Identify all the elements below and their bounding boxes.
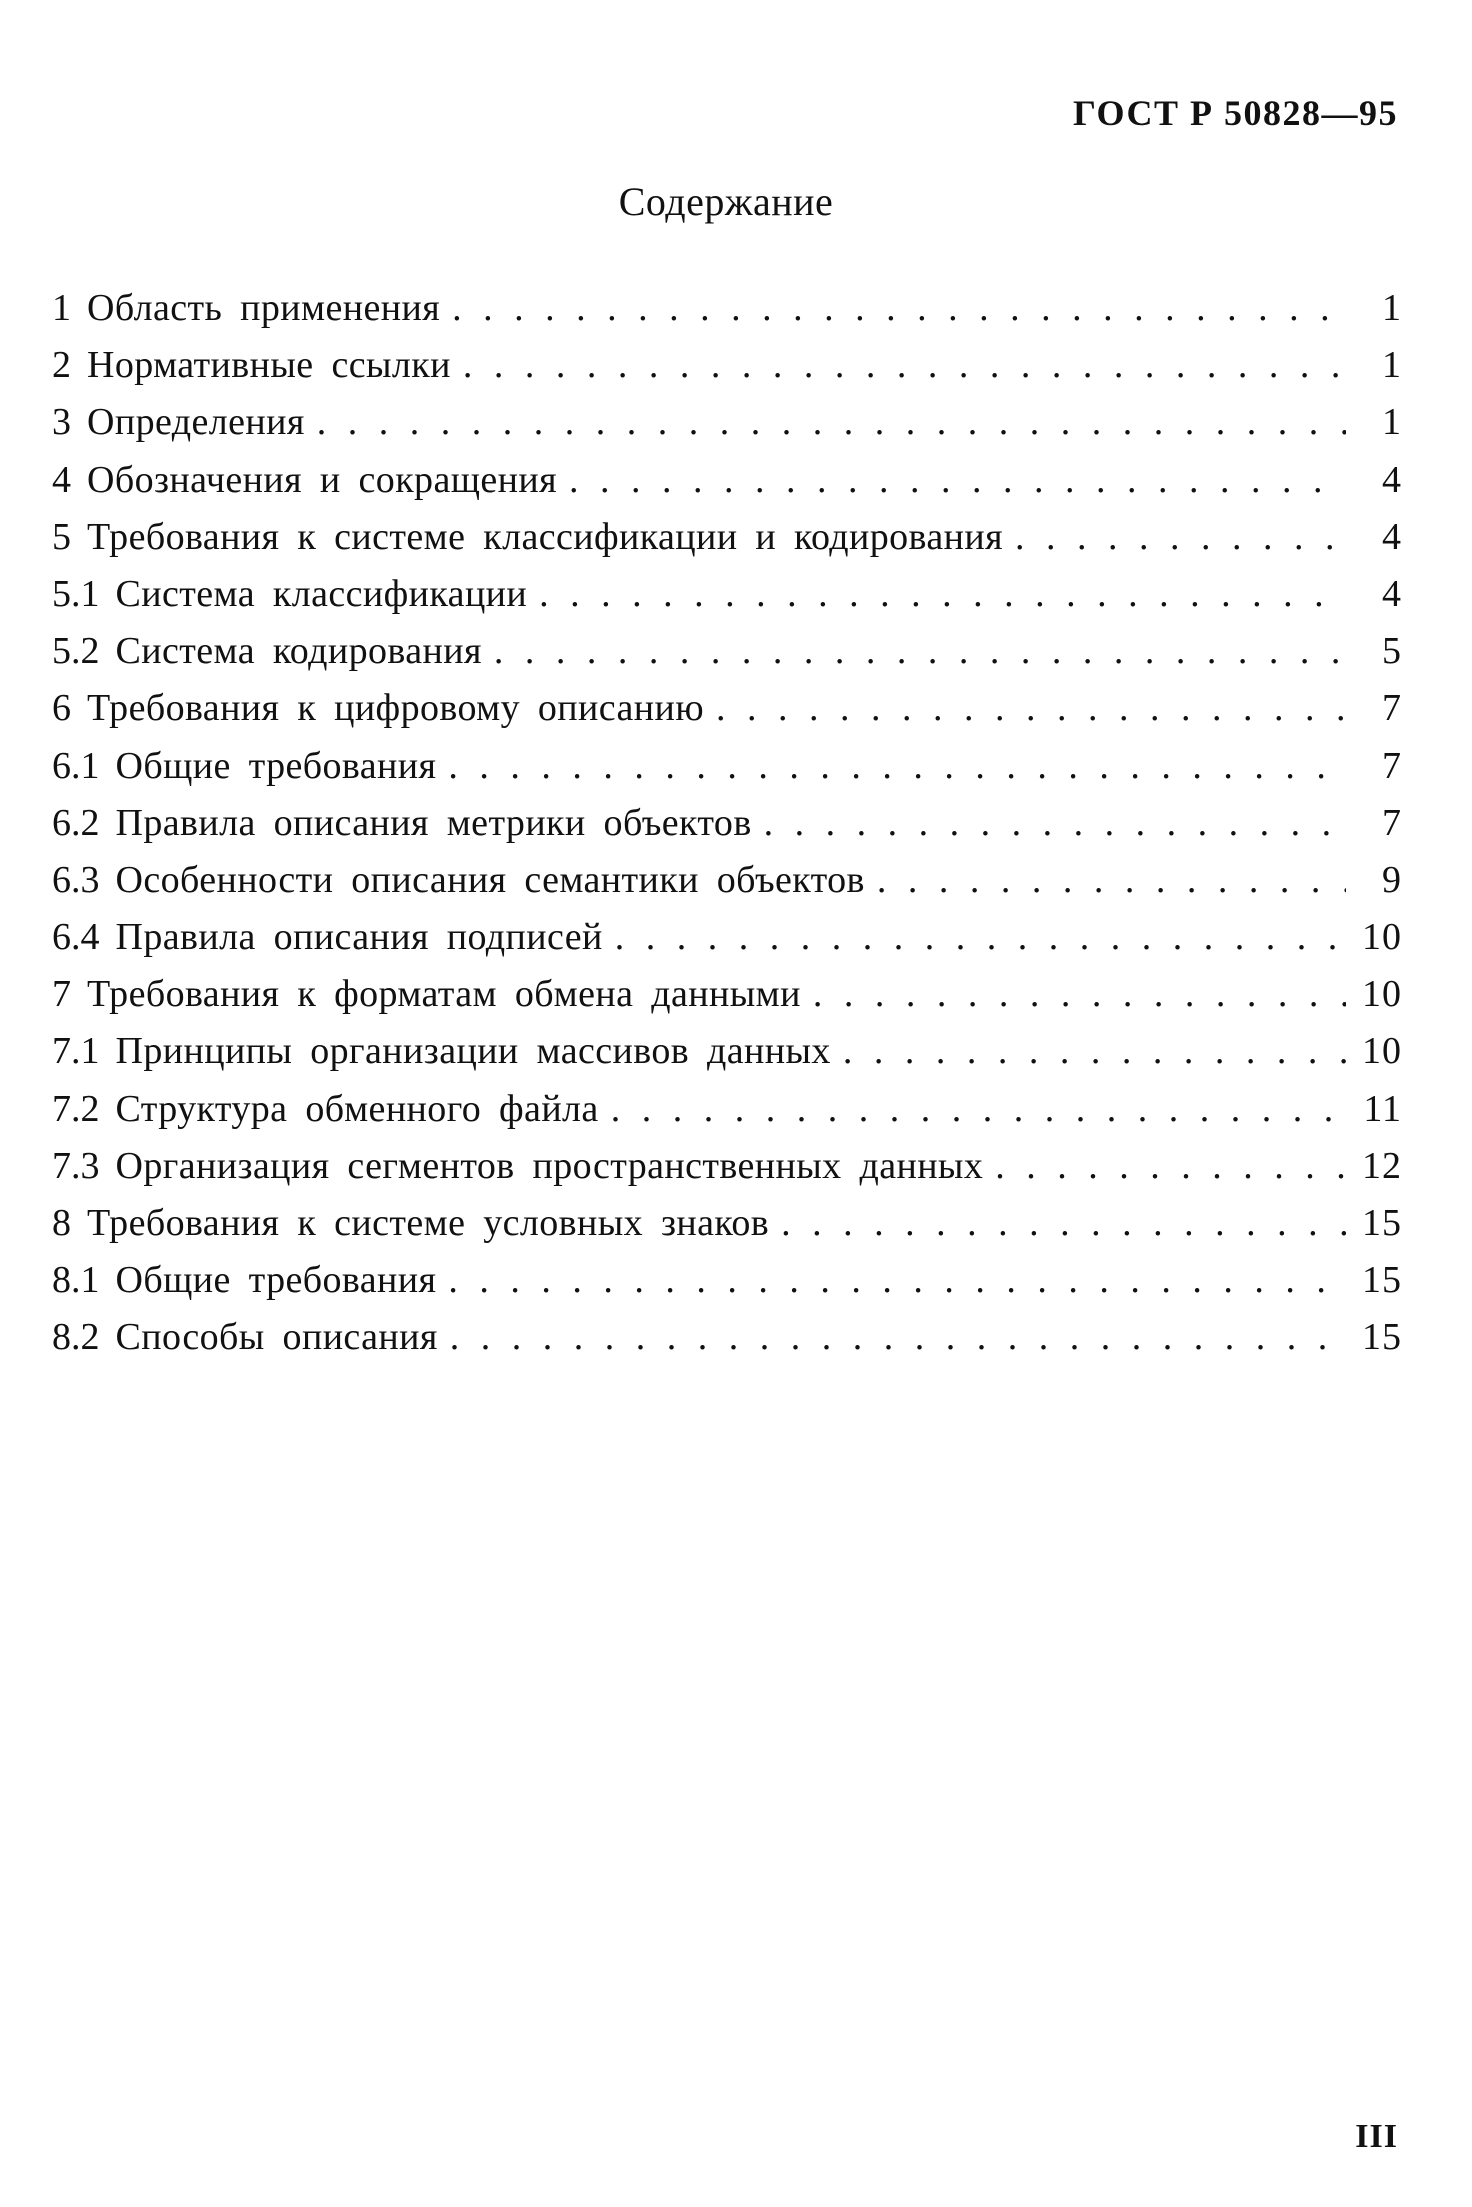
- toc-entry-page: 11: [1363, 1087, 1402, 1130]
- toc-entry: [52, 452, 1402, 509]
- toc-entry-number: 8: [52, 1202, 71, 1244]
- toc-entry-number: 6: [52, 687, 71, 730]
- page-number: III: [1355, 2118, 1398, 2155]
- toc-entry-title: Требования к форматам обмена данными: [87, 973, 801, 1016]
- toc-entry-title: Система кодирования: [115, 630, 482, 673]
- dot-leader: [1015, 509, 1346, 566]
- toc-entry-page: 4: [1382, 515, 1402, 558]
- dot-leader: [450, 1309, 1346, 1366]
- toc-entry: [52, 680, 1402, 737]
- dot-leader: [569, 452, 1346, 509]
- toc-entry: [52, 623, 1402, 680]
- toc-entry-page: 15: [1362, 1202, 1402, 1244]
- toc-entry-title: Организация сегментов пространственных данных: [115, 1144, 984, 1187]
- toc-entry-number: 6.1: [52, 744, 100, 787]
- toc-entry: [52, 966, 1402, 1023]
- toc-entry-title: Требования к системе классификации и кодирования: [87, 515, 1004, 558]
- toc-entry: [52, 280, 1402, 337]
- dot-leader: [615, 909, 1346, 966]
- toc-entry-title: Структура обменного файла: [115, 1087, 599, 1130]
- document-code: ГОСТ Р 50828—95: [1073, 93, 1398, 133]
- dot-leader: [995, 1138, 1346, 1195]
- toc-entry-title: Область применения: [87, 287, 441, 329]
- toc-entry-title: Требования к цифровому описанию: [87, 687, 705, 730]
- toc-entry-page: 10: [1362, 973, 1402, 1016]
- toc-entry-title: Общие требования: [115, 744, 437, 787]
- toc-entry-page: 7: [1382, 801, 1402, 844]
- dot-leader: [539, 566, 1346, 623]
- toc-entry-title: Нормативные ссылки: [87, 344, 451, 387]
- toc-entry-page: 10: [1362, 916, 1402, 959]
- toc-entry-title: Принципы организации массивов данных: [115, 1030, 831, 1073]
- toc-entry: [52, 738, 1402, 795]
- toc-entry-page: 12: [1362, 1144, 1402, 1187]
- toc-entry-page: 1: [1382, 401, 1402, 444]
- dot-leader: [494, 623, 1346, 680]
- toc-entry: [52, 394, 1402, 451]
- toc-entry: [52, 852, 1402, 909]
- toc-entry-number: 5.2: [52, 630, 100, 673]
- dot-leader: [813, 966, 1346, 1023]
- toc-entry-title: Правила описания подписей: [115, 916, 603, 959]
- dot-leader: [463, 337, 1346, 394]
- toc-entry-title: Особенности описания семантики объектов: [115, 858, 865, 901]
- toc-entry-number: 6.2: [52, 801, 100, 844]
- toc-entry-number: 6.3: [52, 858, 100, 901]
- toc-entry-number: 3: [52, 401, 71, 444]
- toc-entry-number: 7.1: [52, 1030, 100, 1073]
- dot-leader: [452, 280, 1346, 337]
- toc-entry: [52, 337, 1402, 394]
- toc-entry: [52, 1081, 1402, 1138]
- toc-entry-number: 2: [52, 344, 71, 387]
- toc-entry: [52, 909, 1402, 966]
- dot-leader: [448, 1252, 1346, 1309]
- toc-entry-number: 1: [52, 287, 71, 329]
- dot-leader: [611, 1081, 1346, 1138]
- toc-entry-title: Обозначения и сокращения: [87, 458, 558, 501]
- toc-entry-title: Требования к системе условных знаков: [87, 1202, 770, 1244]
- toc-entry-page: 1: [1382, 344, 1402, 387]
- toc-entry: [52, 1309, 1402, 1366]
- toc-entry: [52, 566, 1402, 623]
- toc-entry-number: 7.2: [52, 1087, 100, 1130]
- toc-entry-title: Правила описания метрики объектов: [115, 801, 752, 844]
- toc-entry-page: 5: [1382, 630, 1402, 673]
- page-title: Содержание: [618, 179, 834, 224]
- dot-leader: [764, 795, 1346, 852]
- toc-entry: [52, 795, 1402, 852]
- toc-entry-page: 4: [1382, 458, 1402, 501]
- toc-entry-number: 7.3: [52, 1144, 100, 1187]
- toc-entry-title: Система классификации: [115, 572, 528, 615]
- toc-entry-number: 5.1: [52, 572, 100, 615]
- toc-entry-title: Общие требования: [115, 1259, 437, 1302]
- toc-entry-title: Способы описания: [115, 1316, 438, 1359]
- toc-entry-page: 7: [1382, 744, 1402, 787]
- toc-entry-page: 15: [1362, 1316, 1402, 1359]
- toc-entry-number: 4: [52, 458, 71, 501]
- toc-entry: [52, 1023, 1402, 1080]
- dot-leader: [716, 680, 1346, 737]
- toc-entry-number: 5: [52, 515, 71, 558]
- toc-entry: [52, 1138, 1402, 1195]
- dot-leader: [317, 394, 1346, 451]
- toc-entry: [52, 1195, 1402, 1252]
- dot-leader: [843, 1023, 1346, 1080]
- toc-entry: [52, 509, 1402, 566]
- toc-entry: [52, 1252, 1402, 1309]
- toc-entry-page: 15: [1362, 1259, 1402, 1302]
- toc-entry-number: 8.2: [52, 1316, 100, 1359]
- toc-entry-number: 7: [52, 973, 71, 1016]
- toc-entry-page: 4: [1382, 572, 1402, 615]
- table-of-contents: [52, 280, 1402, 1367]
- toc-entry-number: 8.1: [52, 1259, 100, 1302]
- toc-entry-page: 7: [1382, 687, 1402, 730]
- toc-entry-title: Определения: [87, 401, 305, 444]
- toc-entry-page: 9: [1382, 858, 1402, 901]
- toc-entry-page: 10: [1362, 1030, 1402, 1073]
- toc-entry-page: 1: [1382, 287, 1402, 329]
- toc-entry-number: 6.4: [52, 916, 100, 959]
- dot-leader: [877, 852, 1346, 909]
- dot-leader: [448, 738, 1346, 795]
- dot-leader: [781, 1195, 1346, 1252]
